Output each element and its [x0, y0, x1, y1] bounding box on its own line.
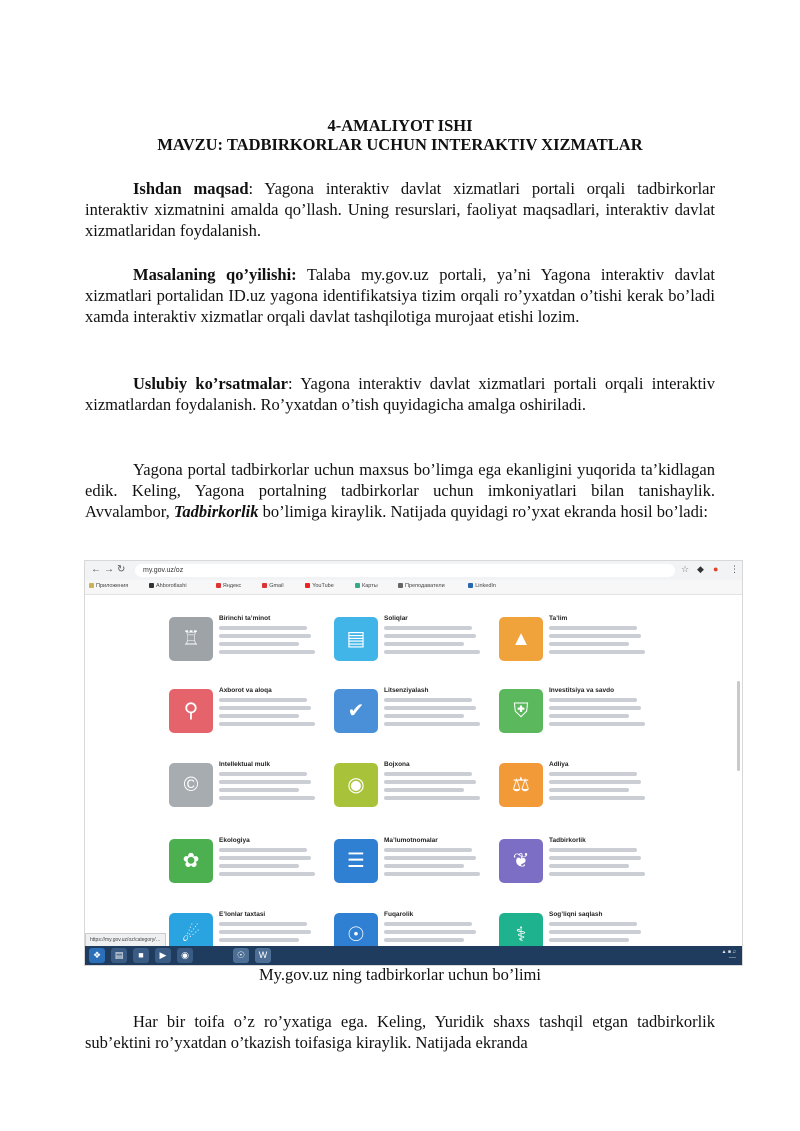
intro-text-b: bo’limiga kiraylik. Natijada quyidagi ro’yxat ekranda hosil bo’ladi:	[258, 502, 709, 521]
system-tray: ▲ ■ ♫ ──	[721, 949, 736, 961]
task-label: Masalaning qo’yilishi:	[133, 265, 297, 284]
service-description-blur	[219, 848, 307, 852]
paragraph-task	[85, 264, 715, 327]
bookmark-item[interactable]: Карты	[355, 583, 378, 589]
service-description-blur	[219, 698, 307, 702]
handshake-icon: ❦	[499, 839, 543, 883]
eye-icon: ◉	[334, 763, 378, 807]
service-description-blur	[549, 698, 637, 702]
service-name: Tadbirkorlik	[549, 837, 586, 844]
folder-icon[interactable]: ■	[133, 948, 149, 963]
profile-icon[interactable]: ●	[713, 564, 719, 574]
service-description-blur	[219, 922, 307, 926]
globe-icon: ☉	[334, 913, 378, 957]
service-description-blur	[384, 856, 476, 860]
service-description-blur	[219, 788, 299, 792]
bookmark-item[interactable]: LinkedIn	[468, 583, 496, 589]
chrome-icon[interactable]: ☉	[233, 948, 249, 963]
bookmark-item[interactable]: Ahborotlashi	[149, 583, 187, 589]
service-name: Litsenziyalash	[384, 687, 429, 694]
task-text: Talaba my.gov.uz portali, ya’ni Yagona interaktiv davlat xizmatlari portalidan ID.uz yagona identifikatsiya tizim orqali ro’yxatdan o’tishi kerak bo’ladi xamda interaktiv xizmatlar orqali davlat tashqilotiga murojaat etishi lozim.	[85, 265, 716, 326]
service-card[interactable]	[334, 613, 494, 669]
service-name: Sog’liqni saqlash	[549, 911, 603, 918]
cart-icon: ⛨	[499, 689, 543, 733]
leaf-icon: ✿	[169, 839, 213, 883]
bookmark-icon	[262, 583, 267, 588]
service-name: E’lonlar taxtasi	[219, 911, 266, 918]
service-description-blur	[219, 864, 299, 868]
service-description-blur	[219, 938, 299, 942]
bookmark-item[interactable]: Яндекс	[216, 583, 242, 589]
media-icon[interactable]: ▶	[155, 948, 171, 963]
antenna-icon: ⚲	[169, 689, 213, 733]
service-description-blur	[549, 788, 629, 792]
goal-text: : Yagona interaktiv davlat xizmatlari portali orqali tadbirkorlar interaktiv xizmatnini amalda qo’llash. Uning resurslari, faoliyat maqsadlari, interaktiv davlat xizmatlaridan foydalanish.	[85, 179, 715, 240]
service-description-blur	[384, 626, 472, 630]
word-icon[interactable]: W	[255, 948, 271, 963]
service-description-blur	[219, 780, 311, 784]
stethoscope-icon: ⚕	[499, 913, 543, 957]
service-description-blur	[549, 642, 629, 646]
service-description-blur	[219, 634, 311, 638]
service-description-blur	[549, 864, 629, 868]
service-name: Birinchi ta’minot	[219, 615, 271, 622]
service-description-blur	[384, 634, 476, 638]
service-description-blur	[384, 722, 480, 726]
service-description-blur	[219, 930, 311, 934]
bookmark-icon	[398, 583, 403, 588]
service-description-blur	[549, 772, 637, 776]
service-description-blur	[384, 698, 472, 702]
bookmark-icon	[149, 583, 154, 588]
service-description-blur	[549, 796, 645, 800]
scales-icon: ⚖	[499, 763, 543, 807]
service-name: Bojxona	[384, 761, 410, 768]
service-card[interactable]	[334, 685, 494, 741]
service-description-blur	[549, 922, 637, 926]
service-description-blur	[549, 626, 637, 630]
copyright-icon: ©	[169, 763, 213, 807]
service-description-blur	[384, 872, 480, 876]
start-icon[interactable]: ❖	[89, 948, 105, 963]
service-description-blur	[549, 650, 645, 654]
list-icon: ☰	[334, 839, 378, 883]
service-card[interactable]	[334, 759, 494, 815]
reload-icon[interactable]: ↻	[117, 564, 126, 575]
service-description-blur	[384, 848, 472, 852]
service-card[interactable]	[499, 613, 659, 669]
service-description-blur	[549, 714, 629, 718]
service-description-blur	[384, 938, 464, 942]
app-icon[interactable]: ◉	[177, 948, 193, 963]
service-name: Ta’lim	[549, 615, 568, 622]
scrollbar[interactable]	[737, 681, 740, 771]
doc-subheading: MAVZU: TADBIRKORLAR UCHUN INTERAKTIV XIZMATLAR	[157, 135, 643, 154]
bookmark-icon	[468, 583, 473, 588]
service-description-blur	[219, 772, 307, 776]
star-icon[interactable]: ☆	[681, 564, 690, 574]
intro-text-a: Yagona portal tadbirkorlar uchun maxsus bo’limga ega ekanligini yuqorida ta’kidlagan edik. Keling, Yagona portalning tadbirkorlar uchun imkoniyatlari bilan tanishaylik. Avvalambor,	[85, 460, 715, 521]
status-bar: https://my.gov.uz/oz/category/…	[85, 933, 166, 947]
service-name: Soliqlar	[384, 615, 408, 622]
badge-check-icon: ✔	[334, 689, 378, 733]
service-description-blur	[219, 650, 315, 654]
person-icon: ♖	[169, 617, 213, 661]
service-description-blur	[219, 796, 315, 800]
service-description-blur	[384, 780, 476, 784]
bookmark-icon	[355, 583, 360, 588]
paragraph-intro	[85, 459, 715, 522]
service-description-blur	[219, 872, 315, 876]
service-description-blur	[549, 856, 641, 860]
service-description-blur	[219, 856, 311, 860]
document-icon: ▤	[334, 617, 378, 661]
megaphone-icon: ☄	[169, 913, 213, 957]
bookmark-item[interactable]: Gmail	[262, 583, 283, 589]
service-name: Ekologiya	[219, 837, 250, 844]
taskbar	[85, 946, 742, 965]
embedded-screenshot	[84, 560, 743, 966]
service-description-blur	[384, 864, 464, 868]
bookmark-icon	[89, 583, 94, 588]
service-description-blur	[219, 714, 299, 718]
service-description-blur	[219, 706, 311, 710]
graduation-cap-icon: ▲	[499, 617, 543, 661]
service-name: Ma’lumotnomalar	[384, 837, 438, 844]
service-card[interactable]	[499, 835, 659, 891]
service-description-blur	[384, 714, 464, 718]
service-description-blur	[384, 650, 480, 654]
service-description-blur	[384, 930, 476, 934]
service-description-blur	[549, 722, 645, 726]
goal-label: Ishdan maqsad	[133, 179, 249, 198]
service-description-blur	[384, 706, 476, 710]
guidance-text: : Yagona interaktiv davlat xizmatlari portali orqali interaktiv xizmatlardan foydalanish. Ro’yxatdan o’tish quyidagicha amalga oshiriladi.	[85, 374, 715, 414]
service-description-blur	[384, 642, 464, 646]
menu-icon[interactable]: ⋮	[730, 564, 739, 574]
service-description-blur	[549, 634, 641, 638]
explorer-icon[interactable]: ▤	[111, 948, 127, 963]
service-name: Fuqarolik	[384, 911, 414, 918]
paragraph-category	[85, 1011, 715, 1053]
bookmark-icon	[305, 583, 310, 588]
bookmark-item[interactable]: Преподаватели	[398, 583, 445, 589]
service-card[interactable]	[499, 759, 659, 815]
guidance-label: Uslubiy ko’rsatmalar	[133, 374, 288, 393]
paragraph-guidance	[85, 373, 715, 415]
services-grid	[85, 595, 742, 945]
service-description-blur	[549, 872, 645, 876]
service-name: Axborot va aloqa	[219, 687, 272, 694]
service-description-blur	[549, 938, 629, 942]
category-text: Har bir toifa o’z ro’yxatiga ega. Keling, Yuridik shaxs tashqil etgan tadbirkorlik sub’ektini ro’yxatdan o’tkazish toifasiga kiraylik. Natijada ekranda	[85, 1012, 715, 1052]
service-description-blur	[219, 642, 299, 646]
service-card[interactable]	[169, 685, 329, 741]
intro-emphasis: Tadbirkorlik	[173, 502, 259, 521]
service-description-blur	[219, 722, 315, 726]
bookmark-icon	[216, 583, 221, 588]
service-card[interactable]	[169, 759, 329, 815]
service-description-blur	[384, 922, 472, 926]
service-description-blur	[549, 780, 641, 784]
service-name: Adliya	[549, 761, 569, 768]
bookmark-item[interactable]: Приложения	[89, 583, 128, 589]
doc-heading: 4-AMALIYOT ISHI	[327, 116, 473, 135]
service-name: Investitsiya va savdo	[549, 687, 615, 694]
figure-caption: My.gov.uz ning tadbirkorlar uchun bo’limi	[259, 965, 541, 984]
service-card[interactable]	[169, 835, 329, 891]
forward-icon[interactable]: →	[104, 564, 114, 575]
service-description-blur	[549, 930, 641, 934]
service-description-blur	[384, 796, 480, 800]
service-description-blur	[549, 706, 641, 710]
service-card[interactable]	[334, 835, 494, 891]
extension-icon[interactable]: ◆	[697, 564, 704, 574]
service-name: Intellektual mulk	[219, 761, 270, 768]
address-bar[interactable]: my.gov.uz/oz	[135, 564, 675, 577]
paragraph-goal	[85, 178, 715, 241]
service-card[interactable]	[169, 613, 329, 669]
bookmark-item[interactable]: YouTube	[305, 583, 334, 589]
bookmarks-bar	[85, 580, 742, 595]
service-description-blur	[219, 626, 307, 630]
service-card[interactable]	[499, 685, 659, 741]
browser-toolbar	[85, 561, 742, 580]
service-description-blur	[384, 788, 464, 792]
back-icon[interactable]: ←	[91, 564, 101, 575]
service-description-blur	[549, 848, 637, 852]
service-description-blur	[384, 772, 472, 776]
